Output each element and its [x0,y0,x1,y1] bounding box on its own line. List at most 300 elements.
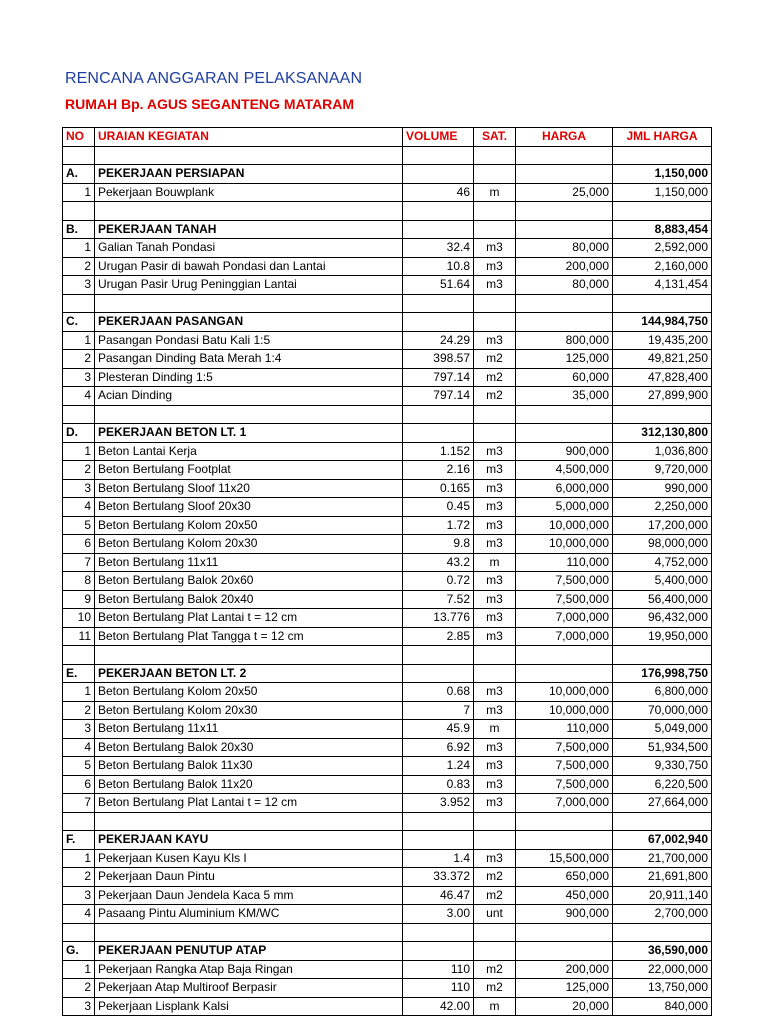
item-description: Beton Bertulang Kolom 20x30 [95,701,403,720]
item-unit: m3 [474,683,516,702]
section-name: PEKERJAAN BETON LT. 1 [95,424,403,443]
item-price: 10,000,000 [516,701,613,720]
item-total: 6,800,000 [613,683,712,702]
item-no: 3 [63,368,95,387]
section-row [63,220,712,239]
empty-cell [63,923,95,942]
item-volume: 797.14 [403,368,474,387]
item-row [63,609,712,628]
item-row [63,701,712,720]
spacer-row [63,812,712,831]
item-total: 47,828,400 [613,368,712,387]
empty-cell [95,812,403,831]
section-code: A. [63,165,95,184]
item-row [63,905,712,924]
item-row [63,442,712,461]
item-price: 5,000,000 [516,498,613,517]
empty-cell [613,146,712,165]
item-description: Beton Bertulang Balok 11x20 [95,775,403,794]
item-volume: 0.83 [403,775,474,794]
item-description: Beton Bertulang Kolom 20x30 [95,535,403,554]
section-code: E. [63,664,95,683]
item-row [63,960,712,979]
item-row [63,590,712,609]
item-total: 19,950,000 [613,627,712,646]
item-no: 3 [63,720,95,739]
empty-cell [516,831,613,850]
item-description: Beton Bertulang Footplat [95,461,403,480]
item-no: 7 [63,553,95,572]
empty-cell [403,294,474,313]
empty-cell [516,812,613,831]
empty-cell [474,424,516,443]
item-description: Beton Bertulang Balok 20x40 [95,590,403,609]
header-jml-harga: JML HARGA [613,128,712,147]
empty-cell [474,831,516,850]
section-row [63,942,712,961]
item-description: Beton Bertulang Plat Lantai t = 12 cm [95,609,403,628]
item-volume: 10.8 [403,257,474,276]
section-name: PEKERJAAN PENUTUP ATAP [95,942,403,961]
item-row [63,276,712,295]
item-price: 7,500,000 [516,738,613,757]
item-total: 21,691,800 [613,868,712,887]
item-volume: 3.00 [403,905,474,924]
item-row [63,868,712,887]
item-no: 1 [63,683,95,702]
item-no: 2 [63,350,95,369]
empty-cell [63,405,95,424]
item-volume: 3.952 [403,794,474,813]
item-volume: 1.24 [403,757,474,776]
item-row [63,239,712,258]
section-name: PEKERJAAN PERSIAPAN [95,165,403,184]
header-sat: SAT. [474,128,516,147]
item-row [63,350,712,369]
item-volume: 7 [403,701,474,720]
item-total: 19,435,200 [613,331,712,350]
item-description: Pekerjaan Atap Multiroof Berpasir [95,979,403,998]
item-total: 21,700,000 [613,849,712,868]
item-price: 10,000,000 [516,516,613,535]
item-row [63,794,712,813]
item-volume: 45.9 [403,720,474,739]
item-no: 6 [63,775,95,794]
item-price: 900,000 [516,905,613,924]
item-description: Galian Tanah Pondasi [95,239,403,258]
item-volume: 7.52 [403,590,474,609]
item-unit: m3 [474,627,516,646]
empty-cell [516,165,613,184]
item-row [63,387,712,406]
item-total: 5,049,000 [613,720,712,739]
spacer-row [63,294,712,313]
item-total: 98,000,000 [613,535,712,554]
empty-cell [516,405,613,424]
empty-cell [613,294,712,313]
item-unit: m2 [474,868,516,887]
item-price: 7,000,000 [516,609,613,628]
empty-cell [403,202,474,221]
item-volume: 46.47 [403,886,474,905]
item-description: Pekerjaan Kusen Kayu Kls I [95,849,403,868]
item-no: 7 [63,794,95,813]
section-row [63,664,712,683]
item-price: 110,000 [516,720,613,739]
header-harga: HARGA [516,128,613,147]
section-row [63,831,712,850]
item-unit: m3 [474,461,516,480]
empty-cell [403,146,474,165]
item-price: 7,500,000 [516,590,613,609]
spacer-row [63,923,712,942]
section-row [63,313,712,332]
empty-cell [613,812,712,831]
item-description: Urugan Pasir di bawah Pondasi dan Lantai [95,257,403,276]
item-row [63,516,712,535]
section-code: F. [63,831,95,850]
item-total: 9,720,000 [613,461,712,480]
empty-cell [516,220,613,239]
item-no: 2 [63,868,95,887]
item-unit: m3 [474,738,516,757]
item-total: 2,160,000 [613,257,712,276]
item-total: 49,821,250 [613,350,712,369]
item-row [63,849,712,868]
empty-cell [613,646,712,665]
empty-cell [474,923,516,942]
item-row [63,720,712,739]
item-unit: m [474,997,516,1016]
empty-cell [613,923,712,942]
item-volume: 42.00 [403,997,474,1016]
item-row [63,368,712,387]
item-price: 110,000 [516,553,613,572]
empty-cell [403,313,474,332]
section-name: PEKERJAAN TANAH [95,220,403,239]
item-unit: m3 [474,757,516,776]
item-unit: m3 [474,516,516,535]
item-unit: m2 [474,979,516,998]
item-description: Pasaang Pintu Aluminium KM/WC [95,905,403,924]
item-total: 2,592,000 [613,239,712,258]
item-total: 9,330,750 [613,757,712,776]
empty-cell [474,165,516,184]
item-unit: m3 [474,479,516,498]
empty-cell [516,923,613,942]
header-volume: VOLUME [403,128,474,147]
section-row [63,165,712,184]
item-volume: 2.85 [403,627,474,646]
item-no: 4 [63,905,95,924]
item-description: Beton Bertulang 11x11 [95,553,403,572]
item-volume: 110 [403,960,474,979]
item-unit: m3 [474,849,516,868]
item-unit: m2 [474,387,516,406]
item-row [63,738,712,757]
item-volume: 1.72 [403,516,474,535]
item-price: 125,000 [516,979,613,998]
item-volume: 32.4 [403,239,474,258]
item-row [63,479,712,498]
section-code: G. [63,942,95,961]
item-no: 1 [63,183,95,202]
empty-cell [63,294,95,313]
section-total: 67,002,940 [613,831,712,850]
item-total: 13,750,000 [613,979,712,998]
item-volume: 1.152 [403,442,474,461]
item-volume: 33.372 [403,868,474,887]
section-name: PEKERJAAN BETON LT. 2 [95,664,403,683]
spacer-row [63,646,712,665]
item-total: 1,150,000 [613,183,712,202]
empty-cell [474,313,516,332]
empty-cell [403,220,474,239]
section-code: C. [63,313,95,332]
item-price: 15,500,000 [516,849,613,868]
item-unit: m2 [474,960,516,979]
spacer-row [63,202,712,221]
item-price: 10,000,000 [516,683,613,702]
budget-table [62,127,712,1016]
item-volume: 46 [403,183,474,202]
item-unit: m3 [474,794,516,813]
empty-cell [403,664,474,683]
item-description: Beton Bertulang Kolom 20x50 [95,683,403,702]
empty-cell [403,831,474,850]
empty-cell [474,294,516,313]
item-unit: m2 [474,368,516,387]
item-row [63,498,712,517]
item-price: 10,000,000 [516,535,613,554]
item-row [63,331,712,350]
empty-cell [474,664,516,683]
item-no: 11 [63,627,95,646]
empty-cell [474,405,516,424]
item-total: 27,664,000 [613,794,712,813]
item-row [63,535,712,554]
item-total: 51,934,500 [613,738,712,757]
empty-cell [613,202,712,221]
item-row [63,683,712,702]
item-total: 840,000 [613,997,712,1016]
item-description: Beton Bertulang Sloof 11x20 [95,479,403,498]
item-volume: 1.4 [403,849,474,868]
empty-cell [474,202,516,221]
item-no: 2 [63,701,95,720]
item-description: Pekerjaan Rangka Atap Baja Ringan [95,960,403,979]
section-total: 144,984,750 [613,313,712,332]
empty-cell [95,405,403,424]
item-price: 900,000 [516,442,613,461]
item-total: 6,220,500 [613,775,712,794]
section-name: PEKERJAAN KAYU [95,831,403,850]
item-row [63,886,712,905]
item-volume: 110 [403,979,474,998]
item-no: 1 [63,331,95,350]
item-volume: 6.92 [403,738,474,757]
item-unit: m3 [474,498,516,517]
item-price: 4,500,000 [516,461,613,480]
item-description: Beton Bertulang Balok 11x30 [95,757,403,776]
empty-cell [516,313,613,332]
spacer-row [63,146,712,165]
item-total: 5,400,000 [613,572,712,591]
item-row [63,997,712,1016]
item-description: Beton Bertulang Kolom 20x50 [95,516,403,535]
item-total: 96,432,000 [613,609,712,628]
section-code: D. [63,424,95,443]
item-no: 6 [63,535,95,554]
item-volume: 43.2 [403,553,474,572]
empty-cell [63,146,95,165]
item-description: Beton Bertulang Sloof 20x30 [95,498,403,517]
empty-cell [474,146,516,165]
item-unit: m3 [474,590,516,609]
empty-cell [516,294,613,313]
empty-cell [516,146,613,165]
item-total: 2,250,000 [613,498,712,517]
item-description: Pasangan Dinding Bata Merah 1:4 [95,350,403,369]
item-price: 60,000 [516,368,613,387]
item-no: 3 [63,276,95,295]
item-row [63,979,712,998]
item-volume: 13.776 [403,609,474,628]
item-unit: m2 [474,350,516,369]
item-row [63,183,712,202]
empty-cell [516,424,613,443]
item-description: Urugan Pasir Urug Peninggian Lantai [95,276,403,295]
item-no: 1 [63,960,95,979]
item-volume: 2.16 [403,461,474,480]
empty-cell [403,812,474,831]
item-no: 4 [63,387,95,406]
item-unit: m [474,553,516,572]
item-description: Acian Dinding [95,387,403,406]
section-total: 176,998,750 [613,664,712,683]
item-volume: 51.64 [403,276,474,295]
item-no: 5 [63,757,95,776]
item-no: 2 [63,257,95,276]
empty-cell [403,424,474,443]
item-total: 2,700,000 [613,905,712,924]
item-unit: m [474,183,516,202]
section-name: PEKERJAAN PASANGAN [95,313,403,332]
item-total: 17,200,000 [613,516,712,535]
item-no: 4 [63,498,95,517]
item-volume: 0.45 [403,498,474,517]
item-unit: m3 [474,535,516,554]
item-total: 4,752,000 [613,553,712,572]
empty-cell [95,923,403,942]
item-no: 8 [63,572,95,591]
document-subtitle: RUMAH Bp. AGUS SEGANTENG MATARAM [65,96,355,112]
item-no: 3 [63,479,95,498]
item-unit: m3 [474,276,516,295]
item-no: 9 [63,590,95,609]
item-price: 7,000,000 [516,794,613,813]
item-no: 5 [63,516,95,535]
empty-cell [95,646,403,665]
item-total: 27,899,900 [613,387,712,406]
empty-cell [516,664,613,683]
item-unit: m3 [474,257,516,276]
item-description: Beton Lantai Kerja [95,442,403,461]
item-no: 2 [63,979,95,998]
item-description: Pekerjaan Lisplank Kalsi [95,997,403,1016]
item-unit: m2 [474,886,516,905]
empty-cell [95,294,403,313]
item-no: 2 [63,461,95,480]
section-total: 312,130,800 [613,424,712,443]
item-volume: 398.57 [403,350,474,369]
item-price: 450,000 [516,886,613,905]
section-total: 36,590,000 [613,942,712,961]
item-price: 80,000 [516,239,613,258]
empty-cell [516,646,613,665]
empty-cell [63,202,95,221]
budget-table-body [63,128,712,1016]
item-unit: m3 [474,442,516,461]
item-no: 10 [63,609,95,628]
item-no: 3 [63,886,95,905]
empty-cell [474,646,516,665]
item-total: 70,000,000 [613,701,712,720]
header-no: NO [63,128,95,147]
item-volume: 0.68 [403,683,474,702]
item-unit: m3 [474,701,516,720]
item-no: 4 [63,738,95,757]
empty-cell [516,942,613,961]
item-total: 22,000,000 [613,960,712,979]
item-volume: 24.29 [403,331,474,350]
item-no: 1 [63,849,95,868]
empty-cell [95,202,403,221]
item-price: 800,000 [516,331,613,350]
item-row [63,627,712,646]
item-price: 125,000 [516,350,613,369]
item-unit: m3 [474,239,516,258]
item-total: 4,131,454 [613,276,712,295]
item-price: 200,000 [516,257,613,276]
item-volume: 0.72 [403,572,474,591]
item-price: 20,000 [516,997,613,1016]
item-description: Beton Bertulang Balok 20x60 [95,572,403,591]
section-total: 8,883,454 [613,220,712,239]
item-total: 990,000 [613,479,712,498]
item-unit: m3 [474,609,516,628]
empty-cell [403,165,474,184]
item-description: Pasangan Pondasi Batu Kali 1:5 [95,331,403,350]
item-total: 56,400,000 [613,590,712,609]
item-row [63,461,712,480]
item-volume: 9.8 [403,535,474,554]
item-price: 7,500,000 [516,572,613,591]
item-row [63,572,712,591]
empty-cell [63,812,95,831]
empty-cell [403,405,474,424]
item-volume: 0.165 [403,479,474,498]
item-row [63,553,712,572]
item-price: 650,000 [516,868,613,887]
item-price: 25,000 [516,183,613,202]
empty-cell [474,220,516,239]
item-description: Pekerjaan Daun Jendela Kaca 5 mm [95,886,403,905]
item-no: 1 [63,442,95,461]
empty-cell [474,942,516,961]
item-unit: m3 [474,572,516,591]
item-row [63,775,712,794]
